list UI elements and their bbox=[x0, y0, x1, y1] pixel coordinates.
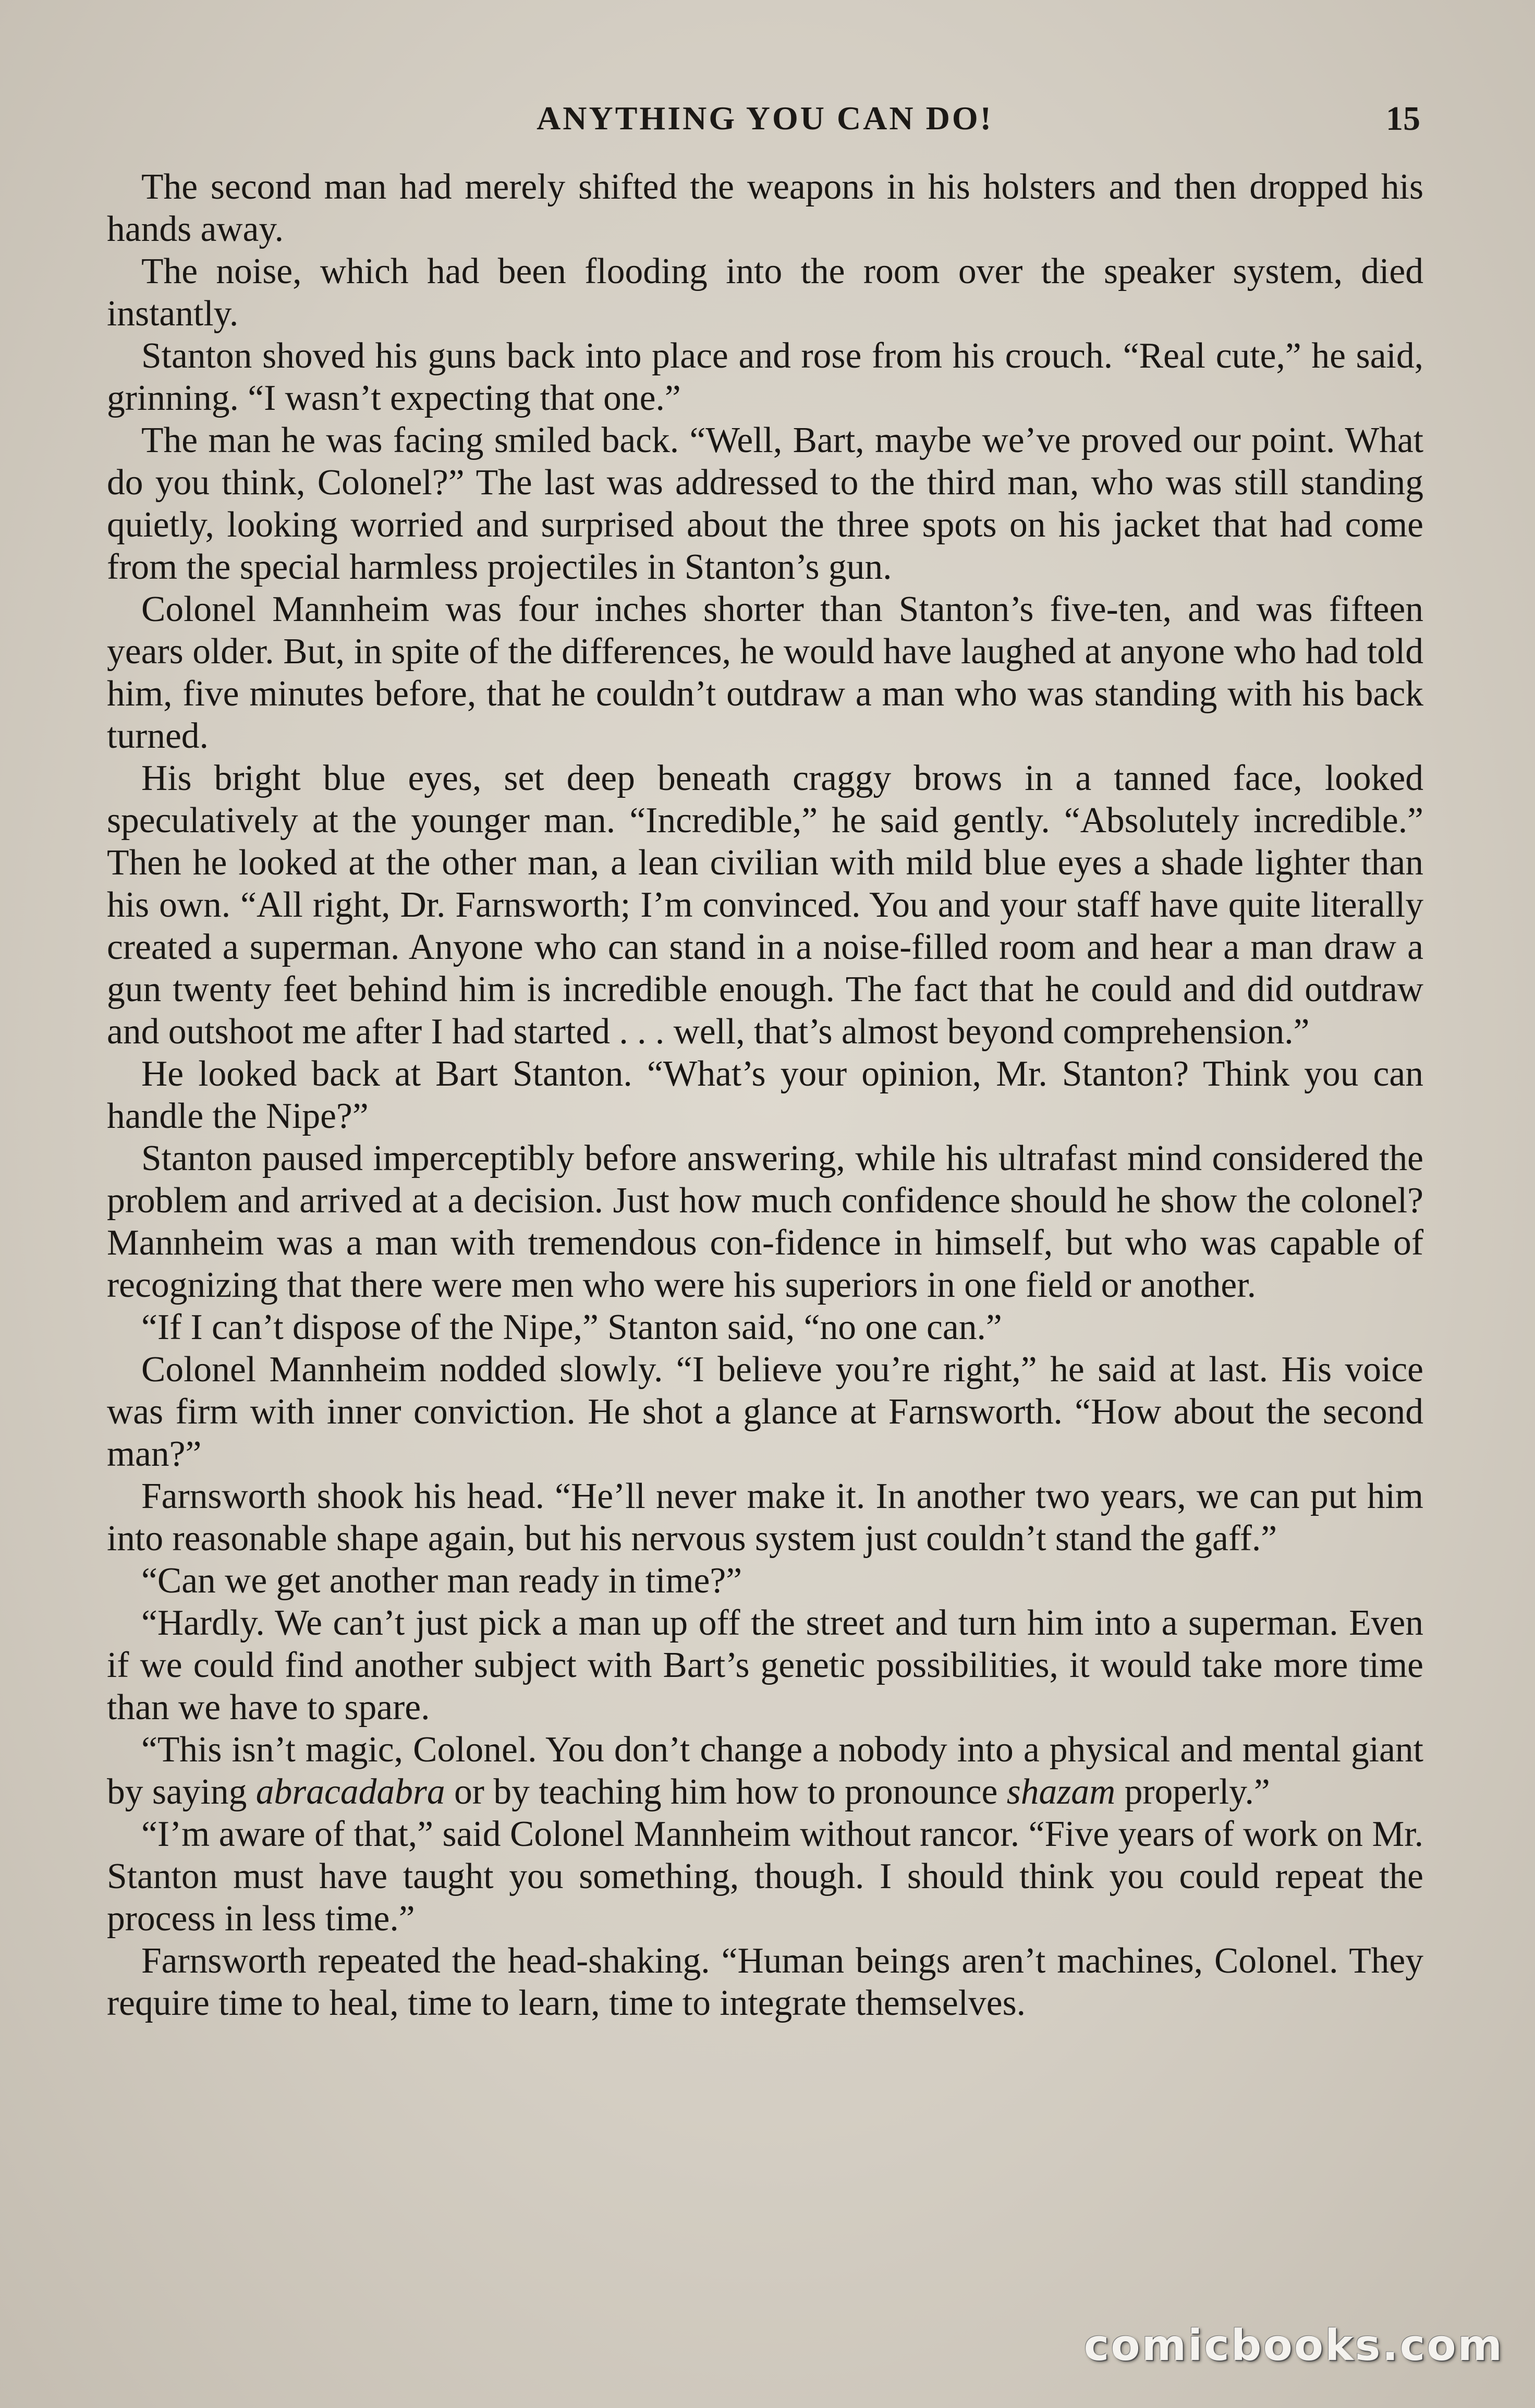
paragraph: “If I can’t dispose of the Nipe,” Stanton said, “no one can.” bbox=[141, 1307, 1002, 1347]
paragraph: The second man had merely shifted the weapons in his holsters and then dropped his hands away. bbox=[107, 167, 1423, 249]
paragraph: Colonel Mannheim nodded slowly. “I believe you’re right,” he said at last. His voice was firm with inner conviction. He shot a glance at Farnsworth. “How about the second man?” bbox=[107, 1349, 1423, 1474]
italic-word: abracadabra bbox=[255, 1772, 445, 1812]
paragraph: He looked back at Bart Stanton. “What’s your opinion, Mr. Stanton? Think you can handle the Nipe?” bbox=[107, 1054, 1423, 1136]
paragraph: “I’m aware of that,” said Colonel Mannheim without rancor. “Five years of work on Mr. Stanton must have taught you something, though. I should think you could repeat the process in less time.” bbox=[107, 1814, 1423, 1939]
paragraph: His bright blue eyes, set deep beneath craggy brows in a tanned face, looked speculatively at the younger man. “Incredible,” he said gently. “Absolutely incredible.” Then he looked at the other man, a lean civilian with mild blue eyes a shade lighter than his own. “All right, Dr. Farnsworth; I’m convinced. You and your staff have quite literally created a superman. Anyone who can stand in a noise-filled room and hear a man draw a gun twenty feet behind him is incredible enough. The fact that he could and did outdraw and outshoot me after I had started . . . well, that’s almost beyond comprehension.” bbox=[107, 758, 1423, 1052]
paragraph: Farnsworth repeated the head-shaking. “Human beings aren’t machines, Colonel. They require time to heal, time to learn, time to integrate themselves. bbox=[107, 1941, 1423, 2023]
page-number: 15 bbox=[1386, 100, 1420, 138]
paragraph: “Hardly. We can’t just pick a man up off the street and turn him into a superman. Even if we could find another subject with Bart’s genetic possibilities, it would take more time than we have to spare. bbox=[107, 1603, 1423, 1728]
paragraph: “This isn’t magic, Colonel. You don’t change a nobody into a physical and mental giant by saying abracadabra or by teaching him how to pronounce shazam properly.” bbox=[107, 1730, 1423, 1812]
paragraph: Farnsworth shook his head. “He’ll never make it. In another two years, we can put him into reasonable shape again, but his nervous system just couldn’t stand the gaff.” bbox=[107, 1476, 1423, 1559]
paragraph: “Can we get another man ready in time?” bbox=[141, 1561, 742, 1601]
running-title: ANYTHING YOU CAN DO! bbox=[537, 100, 993, 137]
page-header bbox=[109, 99, 1420, 151]
paragraph: The man he was facing smiled back. “Well, Bart, maybe we’ve proved our point. What do you think, Colonel?” The last was addressed to the third man, who was still standing quietly, looking worried and surprised about the three spots on his jacket that had come from the special harmless projectiles in Stanton’s gun. bbox=[107, 420, 1423, 587]
italic-word: shazam bbox=[1006, 1772, 1116, 1812]
body-text bbox=[107, 166, 1423, 2024]
paragraph: Stanton shoved his guns back into place and rose from his crouch. “Real cute,” he said, grinning. “I wasn’t expecting that one.” bbox=[107, 336, 1423, 418]
paragraph: Colonel Mannheim was four inches shorter than Stanton’s five-ten, and was fifteen years older. But, in spite of the differences, he would have laughed at anyone who had told him, five minutes before, that he couldn’t outdraw a man who was standing with his back turned. bbox=[107, 589, 1423, 756]
watermark: comicbooks.com bbox=[1083, 2321, 1504, 2370]
paragraph: Stanton paused imperceptibly before answering, while his ultrafast mind considered the problem and arrived at a decision. Just how much confidence should he show the colonel? Mannheim was a man with tremendous con-fidence in himself, but who was capable of recognizing that there were men who were his superiors in one field or another. bbox=[107, 1138, 1423, 1305]
paragraph: The noise, which had been flooding into the room over the speaker system, died instantly. bbox=[107, 251, 1423, 334]
